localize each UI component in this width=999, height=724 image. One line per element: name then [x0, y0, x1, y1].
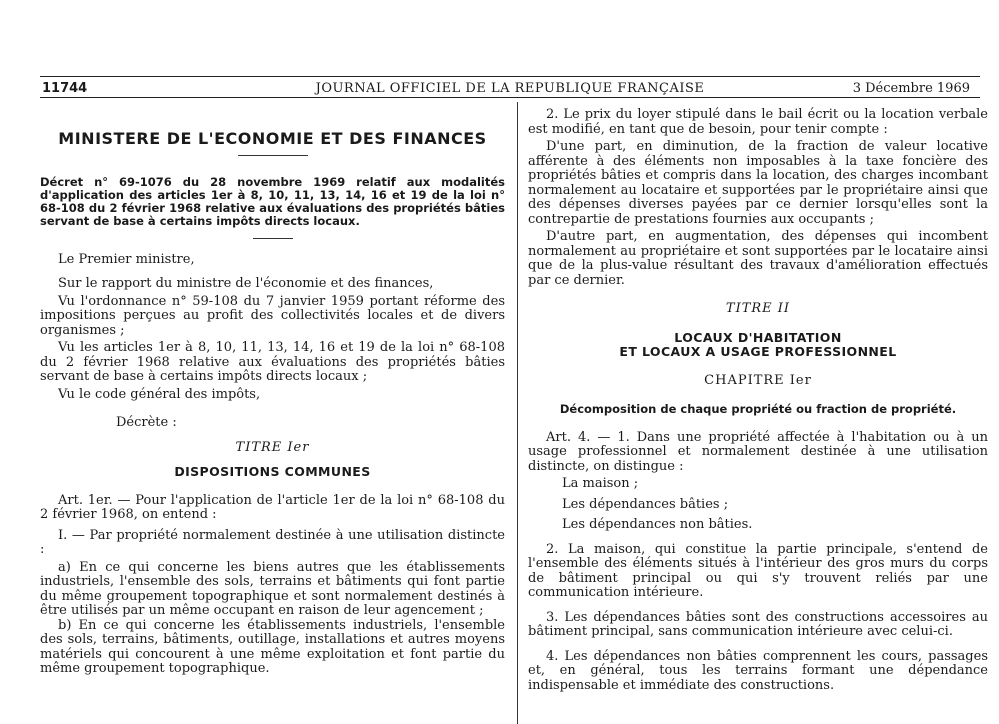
- heading-rule: [238, 155, 308, 156]
- page-header: [40, 76, 980, 98]
- rapport-paragraph: Sur le rapport du ministre de l'économie et des finances,: [58, 276, 434, 291]
- titre-1: TITRE Ier: [235, 439, 310, 455]
- dispositions-communes-heading: DISPOSITIONS COMMUNES: [174, 464, 371, 479]
- list-item-dependances-non-baties: Les dépendances non bâties.: [562, 517, 753, 532]
- issue-date: 3 Décembre 1969: [852, 81, 970, 96]
- code-paragraph: Vu le code général des impôts,: [58, 386, 261, 402]
- article-1-item-a: a) En ce qui concerne les biens autres que les établissements industriels, l'ensemble des sols, terrains et bâtiments qui font partie du même groupement topographique et sont normalement destinés à être utilisés par un même occupant en raison de leur agencement ;: [40, 559, 505, 618]
- list-item-dependances-baties: Les dépendances bâties ;: [562, 496, 729, 512]
- dependances-non-baties-paragraph: 4. Les dépendances non bâties comprennent les cours, passages et, en général, tous les terrains formant une dépendance indispensable et immédiate des constructions.: [528, 648, 988, 693]
- decree-title: Décret n° 69-1076 du 28 novembre 1969 relatif aux modalités d'application des articles 1er à 8, 10, 11, 13, 14, 16 et 19 de la loi n° 68-108 du 2 février 1968 relative aux évaluations des propriétés bâties servant de base à certains impôts directs locaux.: [40, 174, 505, 228]
- decrete-label: Décrète :: [116, 415, 177, 430]
- decree-rule: [253, 238, 293, 239]
- right-column: [528, 108, 988, 693]
- article-1-section-i: I. — Par propriété normalement destinée à une utilisation distincte :: [40, 527, 505, 557]
- premier-ministre: Le Premier ministre,: [58, 251, 195, 267]
- decomposition-subheading: Décomposition de chaque propriété ou fraction de propriété.: [559, 402, 957, 416]
- list-item-maison: La maison ;: [562, 476, 639, 491]
- professionnel-heading: ET LOCAUX A USAGE PROFESSIONNEL: [619, 344, 897, 359]
- ministry-heading: MINISTERE DE L'ECONOMIE ET DES FINANCES: [58, 129, 487, 148]
- article-1-item-b: b) En ce qui concerne les établissements industriels, l'ensemble des sols, terrains, bâtiments, outillage, installations et autres moyens matériels qui concourent à une même exploitation et font partie du même groupement topographique.: [40, 617, 505, 676]
- articles-paragraph: Vu les articles 1er à 8, 10, 11, 13, 14, 16 et 19 de la loi n° 68-108 du 2 février 1968 relative aux évaluations des propriétés bâties servant de base à certains impôts directs locaux ;: [40, 340, 505, 384]
- augmentation-paragraph: D'autre part, en augmentation, des dépenses qui incombent normalement au propriétaire et sont supportées par le locataire ainsi que de la plus-value résultant des travaux d'amélioration effectués par ce dernier.: [528, 229, 988, 288]
- loyer-paragraph: 2. Le prix du loyer stipulé dans le bail écrit ou la location verbale est modifié, en tant que de besoin, pour tenir compte :: [528, 107, 988, 137]
- article-4: Art. 4. — 1. Dans une propriété affectée à l'habitation ou à un usage professionnel et normalement destinée à une utilisation distincte, on distingue :: [528, 429, 988, 474]
- titre-2: TITRE II: [725, 301, 791, 316]
- column-divider: [517, 102, 518, 724]
- diminution-paragraph: D'une part, en diminution, de la fraction de valeur locative afférente à des éléments non imposables à la taxe foncière des propriétés bâties et compris dans la location, des charges incombant normalement au locataire et supportées par le propriétaire ainsi que des dépenses diverses payées par ce dernier lorsqu'elles sont la contrepartie de prestations fournies aux occupants ;: [528, 139, 988, 227]
- page-number: 11744: [42, 81, 88, 96]
- maison-paragraph: 2. La maison, qui constitue la partie principale, s'entend de l'ensemble des éléments situés à l'intérieur des gros murs du corps de bâtiment principal ou qui s'y trouvent reliés par une communication intérieure.: [528, 541, 988, 600]
- dependances-baties-paragraph: 3. Les dépendances bâties sont des constructions accessoires au bâtiment principal, sans communication intérieure avec celui-ci.: [528, 609, 988, 639]
- habitation-heading: LOCAUX D'HABITATION: [674, 329, 842, 345]
- chapitre-1: CHAPITRE Ier: [704, 372, 812, 388]
- left-column: [40, 108, 505, 677]
- journal-title: JOURNAL OFFICIEL DE LA REPUBLIQUE FRANÇAISE: [315, 81, 705, 96]
- article-1: Art. 1er. — Pour l'application de l'article 1er de la loi n° 68-108 du 2 février 1968, on entend :: [40, 492, 505, 522]
- ordonnance-paragraph: Vu l'ordonnance n° 59-108 du 7 janvier 1959 portant réforme des impositions perçues au profit des collectivités locales et de divers organismes ;: [40, 293, 505, 338]
